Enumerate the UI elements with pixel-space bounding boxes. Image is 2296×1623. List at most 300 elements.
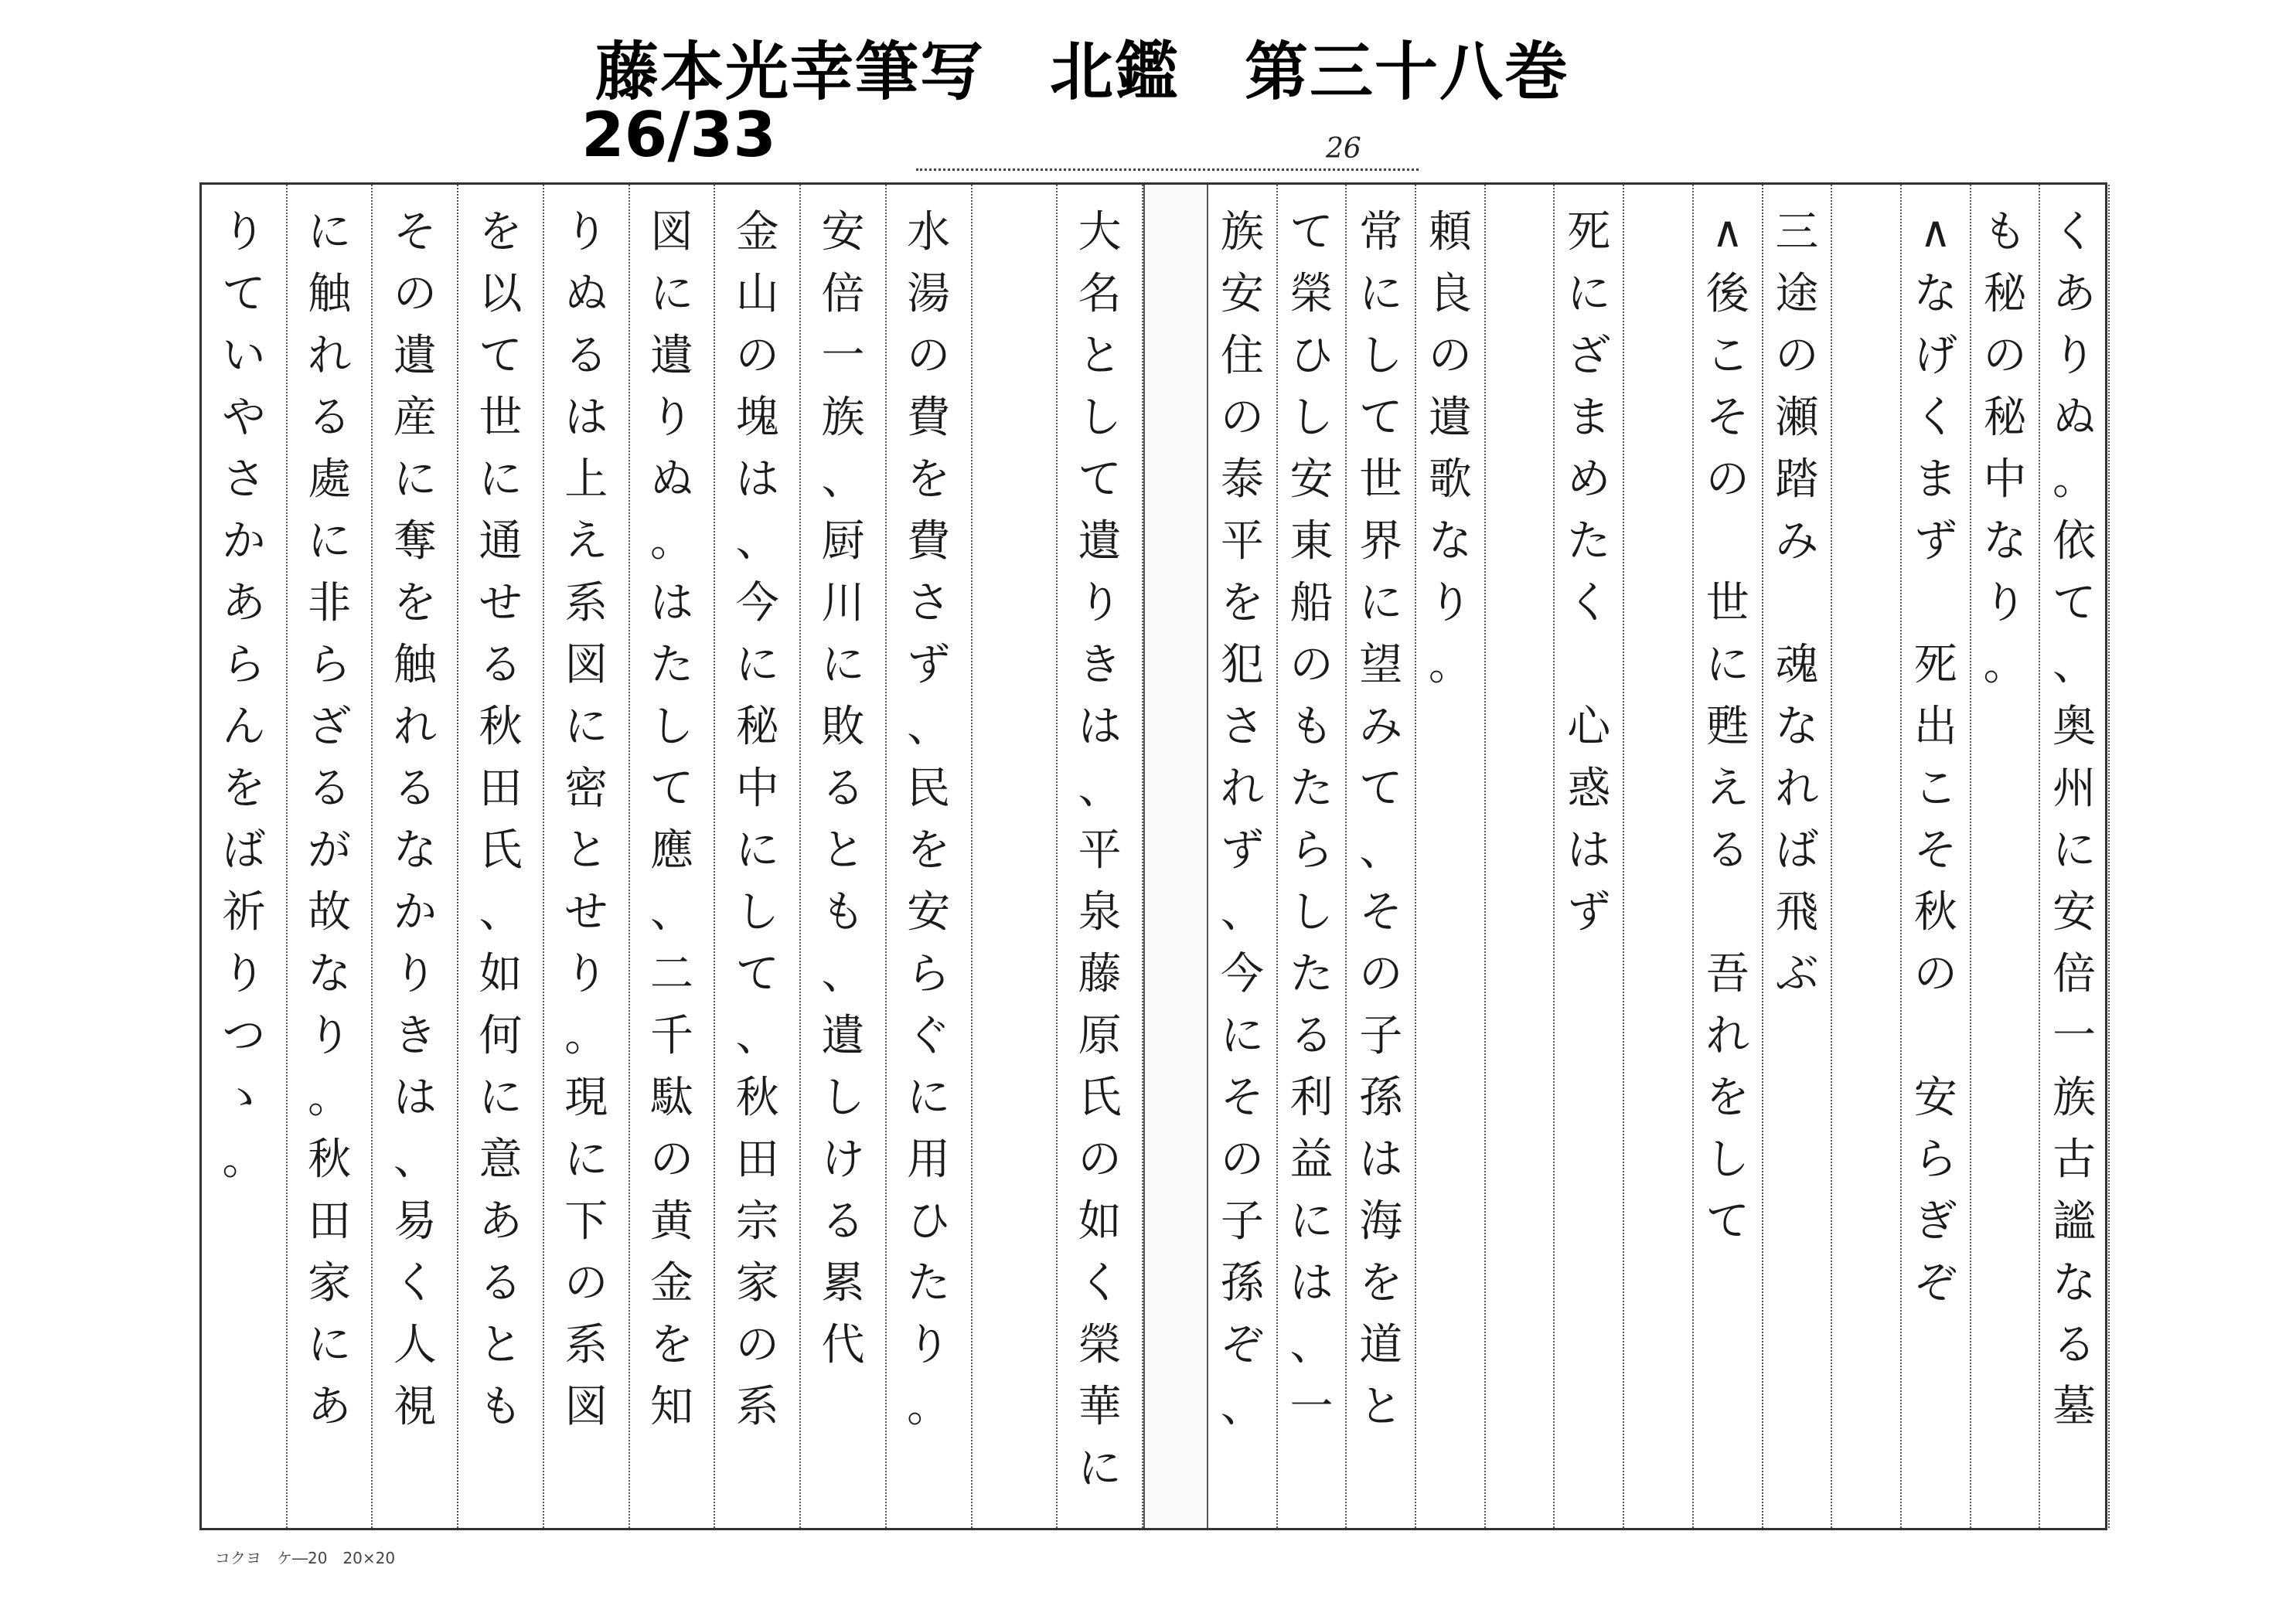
glyph: ら (1913, 1135, 1957, 1185)
glyph: し (1705, 1135, 1749, 1185)
glyph: 州 (2052, 764, 2097, 814)
glyph: ず (1567, 887, 1611, 937)
glyph: く (393, 1258, 437, 1308)
glyph: 道 (1359, 1320, 1403, 1370)
glyph: こ (1705, 331, 1749, 381)
text-column (202, 185, 288, 1528)
glyph: 常 (1359, 207, 1403, 257)
glyph: 触 (393, 640, 437, 690)
column-text (202, 185, 286, 1528)
glyph: き (393, 1011, 437, 1061)
glyph: 金 (649, 1258, 693, 1308)
glyph: た (907, 1258, 951, 1308)
glyph: 遺 (393, 331, 437, 381)
column-text (458, 185, 543, 1528)
glyph: 安 (1289, 454, 1334, 505)
glyph: い (222, 331, 266, 381)
glyph: に (308, 207, 352, 257)
glyph: の (1983, 331, 2027, 381)
glyph: 古 (2052, 1135, 2097, 1185)
glyph: 遺 (821, 1011, 865, 1061)
glyph: て (649, 764, 693, 814)
glyph: な (308, 949, 352, 999)
glyph: 秋 (735, 1073, 779, 1123)
text-column (1555, 185, 1624, 1528)
glyph: の (649, 1135, 693, 1185)
glyph: 利 (1289, 1073, 1334, 1123)
glyph: ∧ (1920, 207, 1952, 257)
glyph: 秘 (1983, 269, 2027, 319)
glyph: の (1078, 1135, 1122, 1185)
glyph: 宗 (735, 1196, 779, 1247)
glyph: り (649, 393, 693, 443)
glyph: に (907, 1073, 951, 1123)
glyph: 田 (479, 764, 523, 814)
text-column (887, 185, 973, 1528)
column-text (544, 185, 629, 1528)
glyph: あ (479, 1196, 523, 1247)
glyph: り (907, 1320, 951, 1370)
glyph: 図 (564, 640, 608, 690)
glyph: 原 (1078, 1011, 1122, 1061)
glyph: 踏 (1775, 454, 1819, 505)
glyph: そ (1913, 825, 1957, 876)
glyph: 謐 (2052, 1196, 2097, 1247)
glyph: 黄 (649, 1196, 693, 1247)
glyph: 触 (308, 269, 352, 319)
glyph: 安 (907, 887, 951, 937)
glyph: 家 (308, 1258, 352, 1308)
glyph: 望 (1359, 640, 1403, 690)
text-column (1763, 185, 1833, 1528)
glyph: 累 (821, 1258, 865, 1308)
glyph (1694, 511, 1762, 573)
glyph: た (649, 640, 693, 690)
glyph: も (1289, 702, 1334, 752)
glyph: 出 (1913, 702, 1957, 752)
glyph: は (1359, 1135, 1403, 1185)
glyph: ら (222, 640, 266, 690)
glyph: し (1289, 887, 1334, 937)
glyph: そ (393, 207, 437, 257)
paper-brand-footer: コクヨ ケ―20 20×20 (215, 1549, 396, 1567)
glyph: 二 (649, 949, 693, 999)
glyph: 厨 (821, 516, 865, 567)
glyph: を (649, 1320, 693, 1370)
glyph: 費 (907, 516, 951, 567)
glyph: て (222, 269, 266, 319)
glyph: に (1359, 269, 1403, 319)
glyph: は (393, 1073, 437, 1123)
glyph: 系 (564, 1320, 608, 1370)
glyph: 奥 (2052, 702, 2097, 752)
glyph: 水 (907, 207, 951, 257)
glyph: る (1289, 1011, 1334, 1061)
glyph: が (308, 825, 352, 876)
glyph: 秋 (479, 702, 523, 752)
text-column (801, 185, 887, 1528)
glyph: く (2052, 207, 2097, 257)
column-text (1555, 185, 1623, 1528)
glyph: の (1220, 393, 1264, 443)
column-text (1058, 185, 1142, 1528)
glyph: 途 (1775, 269, 1819, 319)
glyph: と (821, 825, 865, 876)
glyph: に (308, 516, 352, 567)
glyph: な (1983, 516, 2027, 567)
glyph: み (1775, 516, 1819, 567)
glyph: 後 (1705, 269, 1749, 319)
glyph: 知 (649, 1382, 693, 1432)
column-text (630, 185, 714, 1528)
text-column (973, 185, 1058, 1528)
glyph: の (1359, 949, 1403, 999)
glyph: し (1078, 393, 1122, 443)
column-text (2040, 185, 2108, 1528)
glyph: ぬ (649, 454, 693, 505)
glyph: 系 (564, 578, 608, 628)
glyph: か (393, 887, 437, 937)
glyph: の (1220, 1135, 1264, 1185)
glyph: つ (222, 1011, 266, 1061)
glyph: に (821, 640, 865, 690)
glyph: 中 (1983, 454, 2027, 505)
glyph: み (1359, 702, 1403, 752)
glyph: な (2052, 1258, 2097, 1308)
glyph: の (735, 331, 779, 381)
glyph: り (308, 1011, 352, 1061)
glyph: ひ (1289, 331, 1334, 381)
glyph: の (1913, 949, 1957, 999)
glyph: と (1078, 331, 1122, 381)
glyph: は (1289, 1258, 1334, 1308)
glyph: ぞ (1913, 1258, 1957, 1308)
glyph: り (1983, 578, 2027, 628)
glyph (1555, 635, 1623, 696)
glyph: 安 (1220, 269, 1264, 319)
glyph: 図 (564, 1382, 608, 1432)
page-counter: 26/33 (581, 99, 776, 171)
glyph: 、 (735, 1011, 779, 1061)
glyph: れ (1220, 764, 1264, 814)
glyph: ∧ (1712, 207, 1744, 257)
text-column (1902, 185, 1971, 1528)
glyph: 世 (1705, 578, 1749, 628)
glyph: を (907, 825, 951, 876)
glyph: せ (564, 887, 608, 937)
glyph: は (735, 454, 779, 505)
column-text (1902, 185, 1970, 1528)
glyph: に (479, 454, 523, 505)
glyph: 、 (907, 702, 951, 752)
glyph: 安 (821, 207, 865, 257)
glyph: 非 (308, 578, 352, 628)
glyph: 密 (564, 764, 608, 814)
glyph: 用 (907, 1135, 951, 1185)
glyph: と (1359, 1382, 1403, 1432)
glyph: は (564, 393, 608, 443)
glyph: 良 (1428, 269, 1472, 319)
glyph: に (649, 269, 693, 319)
glyph: ひ (907, 1196, 951, 1247)
glyph: 瀬 (1775, 393, 1819, 443)
glyph: 氏 (479, 825, 523, 876)
glyph: 、 (1220, 1382, 1264, 1432)
glyph: て (1078, 454, 1122, 505)
glyph: 如 (1078, 1196, 1122, 1247)
glyph: 今 (735, 578, 779, 628)
column-text (715, 185, 799, 1528)
glyph: あ (222, 578, 266, 628)
glyph: ら (1289, 825, 1334, 876)
glyph: に (2052, 825, 2097, 876)
glyph: 、 (1220, 887, 1264, 937)
glyph: を (222, 764, 266, 814)
glyph: を (907, 454, 951, 505)
glyph: 故 (308, 887, 352, 937)
column-text (973, 185, 1057, 1528)
glyph: に (735, 825, 779, 876)
glyph: 海 (1359, 1196, 1403, 1247)
glyph: も (1983, 207, 2027, 257)
glyph: ば (222, 825, 266, 876)
glyph: も (821, 887, 865, 937)
glyph: 泉 (1078, 887, 1122, 937)
glyph: る (2052, 1320, 2097, 1370)
glyph: 。 (907, 1382, 951, 1432)
glyph: さ (907, 578, 951, 628)
column-text (1971, 185, 2039, 1528)
glyph: ざ (1567, 331, 1611, 381)
glyph: 墓 (2052, 1382, 2097, 1432)
glyph: に (1705, 640, 1749, 690)
glyph: 中 (735, 764, 779, 814)
text-column (1971, 185, 2041, 1528)
glyph: て (2052, 578, 2097, 628)
glyph: ら (907, 949, 951, 999)
glyph: 秘 (735, 702, 779, 752)
glyph: の (1775, 331, 1819, 381)
glyph: 、 (821, 454, 865, 505)
glyph: の (907, 331, 951, 381)
glyph: そ (1220, 1073, 1264, 1123)
glyph: え (1705, 764, 1749, 814)
glyph: な (393, 825, 437, 876)
glyph: 飛 (1775, 887, 1819, 937)
glyph: 族 (1220, 207, 1264, 257)
glyph: そ (1705, 393, 1749, 443)
glyph: 。 (649, 516, 693, 567)
glyph: て (1359, 393, 1403, 443)
glyph: 。 (1983, 640, 2027, 690)
column-text (288, 185, 372, 1528)
glyph: れ (1705, 1011, 1749, 1061)
glyph: 。 (308, 1073, 352, 1123)
glyph: し (1289, 393, 1334, 443)
glyph: 金 (735, 207, 779, 257)
glyph: 住 (1220, 331, 1264, 381)
glyph: 應 (649, 825, 693, 876)
glyph: に (564, 1135, 608, 1185)
text-column (1278, 185, 1347, 1528)
glyph: な (1428, 516, 1472, 567)
glyph: く (1567, 578, 1611, 628)
glyph: ぞ (1220, 1320, 1264, 1370)
glyph: 民 (907, 764, 951, 814)
glyph: 死 (1567, 207, 1611, 257)
text-column (630, 185, 716, 1528)
glyph: を (1705, 1073, 1749, 1123)
glyph: は (1078, 702, 1122, 752)
text-column (1347, 185, 1416, 1528)
glyph: 代 (821, 1320, 865, 1370)
glyph: に (1359, 578, 1403, 628)
glyph: 駄 (649, 1073, 693, 1123)
glyph: 以 (479, 269, 523, 319)
glyph: 湯 (907, 269, 951, 319)
glyph: 敗 (821, 702, 865, 752)
glyph (1694, 882, 1762, 944)
glyph: を (1220, 578, 1264, 628)
glyph: る (564, 331, 608, 381)
text-column (1416, 185, 1486, 1528)
glyph: 。 (564, 1011, 608, 1061)
glyph: 子 (1220, 1196, 1264, 1247)
glyph: を (479, 207, 523, 257)
center-gutter (1143, 185, 1208, 1528)
glyph: に (735, 640, 779, 690)
glyph: く (1913, 393, 1957, 443)
glyph: に (393, 454, 437, 505)
glyph: あ (2052, 269, 2097, 319)
glyph: ぬ (564, 269, 608, 319)
glyph: て (1359, 764, 1403, 814)
glyph: る (821, 1196, 865, 1247)
glyph: し (649, 702, 693, 752)
text-column (1624, 185, 1694, 1528)
glyph: く (1078, 1258, 1122, 1308)
glyph: の (393, 269, 437, 319)
glyph: た (1567, 516, 1611, 567)
glyph: ば (1775, 825, 1819, 876)
glyph: 大 (1078, 207, 1122, 257)
glyph: 三 (1775, 207, 1819, 257)
glyph: り (564, 949, 608, 999)
glyph: ぶ (1775, 949, 1819, 999)
glyph: せ (479, 578, 523, 628)
glyph: に (564, 702, 608, 752)
text-column (544, 185, 630, 1528)
glyph: て (1289, 207, 1334, 257)
glyph: る (1705, 825, 1749, 876)
text-column (1208, 185, 1278, 1528)
glyph: 族 (821, 393, 865, 443)
glyph: 何 (479, 1011, 523, 1061)
glyph: な (1913, 269, 1957, 319)
glyph: 船 (1289, 578, 1334, 628)
column-text (1208, 185, 1276, 1528)
page-title: 藤本光幸筆写 北鑑 第三十八巻 (595, 36, 1570, 109)
glyph: ぬ (2052, 393, 2097, 443)
glyph: ま (1913, 454, 1957, 505)
glyph: 犯 (1220, 640, 1264, 690)
glyph: の (1705, 454, 1749, 505)
glyph: て (735, 949, 779, 999)
glyph: ず (1220, 825, 1264, 876)
glyph: 名 (1078, 269, 1122, 319)
glyph: 安 (1913, 1073, 1957, 1123)
glyph: ぐ (907, 1011, 951, 1061)
glyph: 系 (735, 1382, 779, 1432)
glyph (1763, 573, 1831, 635)
column-text (373, 185, 457, 1528)
glyph: る (479, 1258, 523, 1308)
glyph: に (1567, 269, 1611, 319)
glyph: て (479, 331, 523, 381)
glyph: の (735, 1320, 779, 1370)
glyph: 依 (2052, 516, 2097, 567)
glyph: 意 (479, 1135, 523, 1185)
glyph: に (308, 1320, 352, 1370)
glyph: 處 (308, 454, 352, 505)
text-column (715, 185, 801, 1528)
glyph: し (821, 1073, 865, 1123)
glyph: 族 (2052, 1073, 2097, 1123)
column-text (887, 185, 971, 1528)
glyph (1902, 1005, 1970, 1067)
glyph: 吾 (1705, 949, 1749, 999)
glyph: ま (1567, 393, 1611, 443)
glyph: あ (308, 1382, 352, 1432)
glyph: 死 (1913, 640, 1957, 690)
glyph: 。 (2052, 454, 2097, 505)
glyph: に (1289, 1196, 1334, 1247)
glyph: に (1220, 1011, 1264, 1061)
glyph: 塊 (735, 393, 779, 443)
glyph: れ (1775, 764, 1819, 814)
text-column (2040, 185, 2110, 1528)
glyph: 倍 (821, 269, 865, 319)
glyph: 山 (735, 269, 779, 319)
glyph: 、 (1078, 764, 1122, 814)
glyph: は (649, 578, 693, 628)
glyph: り (1078, 578, 1122, 628)
glyph: 視 (393, 1382, 437, 1432)
glyph: 惑 (1567, 764, 1611, 814)
glyph: た (1289, 764, 1334, 814)
glyph: 泰 (1220, 454, 1264, 505)
glyph: 産 (393, 393, 437, 443)
glyph: 、 (393, 1135, 437, 1185)
glyph: 孫 (1220, 1258, 1264, 1308)
glyph: 費 (907, 393, 951, 443)
glyph: 安 (2052, 887, 2097, 937)
glyph: え (564, 516, 608, 567)
glyph: さ (1220, 702, 1264, 752)
glyph: に (479, 1073, 523, 1123)
sheet-number: 26 (1326, 133, 1361, 165)
glyph: し (1359, 331, 1403, 381)
glyph: ら (308, 640, 352, 690)
column-text (1486, 185, 1554, 1528)
text-column (288, 185, 373, 1528)
glyph: る (308, 393, 352, 443)
glyph: か (222, 516, 266, 567)
glyph: と (479, 1320, 523, 1370)
glyph: ゝ (222, 1073, 266, 1123)
glyph: 千 (649, 1011, 693, 1061)
glyph: 華 (1078, 1382, 1122, 1432)
